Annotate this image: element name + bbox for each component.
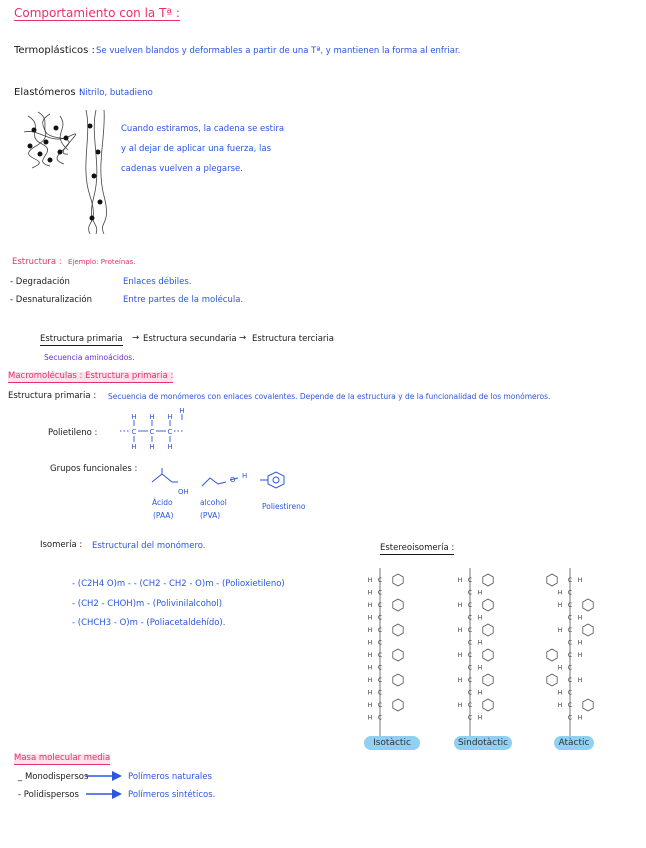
phenyl-ring [483,674,493,686]
phenyl-ring [483,574,493,586]
degradacion-term: - Degradación [10,277,70,287]
phenyl-ring [583,624,593,636]
chain-hydrogen: H [477,639,483,647]
chain-carbon: C [567,639,573,647]
isomeria-formula-1: - (C2H4 O)m - - (CH2 - CH2 - O)m - (Polioxietileno) [72,579,285,589]
chain-carbon: C [467,677,473,684]
desnaturalizacion-term: - Desnaturalización [10,295,93,305]
macro-text: Secuencia de monómeros con enlaces covalentes. Depende de la estructura y de la funcionalidad de los monómeros. [108,392,551,401]
chain-hydrogen: H [367,702,373,709]
poly-h1: H [131,413,137,421]
tacticity-diagram [360,568,620,740]
chain-carbon: C [567,677,573,684]
chain-arrow-1: → [132,333,140,343]
chain-hydrogen: H [457,677,463,684]
chain-arrow-2: → [239,333,247,343]
svg-text:H: H [242,472,248,480]
chain-hydrogen: H [477,589,483,597]
chain-carbon: C [467,614,473,622]
phenyl-ring [483,624,493,636]
phenyl-ring [393,599,403,611]
chain-carbon: C [377,677,383,684]
chain-hydrogen: H [457,652,463,659]
poly-h5: H [131,443,137,451]
phenyl-ring [483,649,493,661]
chain-carbon: C [567,689,573,697]
chain-hydrogen: H [577,714,583,722]
isomeria-formula-2: - (CH2 - CHOH)m - (Polivinilalcohol) [72,599,223,609]
chain-carbon: C [377,714,383,722]
chain-hydrogen: H [577,639,583,647]
phenyl-ring [583,599,593,611]
isomeria-formula-3: - (CHCH3 - O)m - (Poliacetaldehído). [72,618,226,628]
poly-h4: H [179,407,185,415]
phenyl-ring [547,674,557,686]
monodispersos-desc: Polímeros naturales [128,772,212,782]
macro-heading: Macromoléculas : Estructura primaria : [8,371,174,381]
estructura-terciaria: Estructura terciaria [252,334,334,344]
chain-hydrogen: H [557,627,563,634]
chain-carbon: C [377,577,383,584]
chain-hydrogen: H [367,602,373,609]
polietileno-structure [112,407,202,452]
chain-hydrogen: H [477,714,483,722]
chain-carbon: C [567,627,573,634]
chain-hydrogen: H [367,664,373,672]
chain-hydrogen: H [367,627,373,634]
estereo-label: Estereoisomería : [380,543,455,553]
poly-h2: H [149,413,155,421]
group-alcohol-name: alcohol [200,498,227,507]
svg-text:O: O [230,476,236,484]
phenyl-ring [583,699,593,711]
poly-c3: C [167,428,173,436]
caption-atactic: Atàctic [554,736,594,750]
phenyl-ring [393,699,403,711]
phenyl-ring [393,649,403,661]
estructura-label: Estructura : [12,257,62,267]
polidispersos-desc: Polímeros sintéticos. [128,790,216,800]
group-poliestireno-name: Poliestireno [262,502,306,511]
chain-carbon: C [467,664,473,672]
chain-carbon: C [467,652,473,659]
masa-heading: Masa molecular media [14,753,111,763]
chain-carbon: C [467,577,473,584]
poly-h7: H [167,443,173,451]
chain-carbon: C [377,639,383,647]
chain-hydrogen: H [367,639,373,647]
chain-hydrogen: H [477,664,483,672]
estructura-primaria: Estructura primaria [40,334,123,344]
chain-carbon: C [567,652,573,659]
chain-hydrogen: H [457,577,463,584]
macro-label: Estructura primaria : [8,391,97,401]
elasto-label: Elastómeros : [14,87,83,98]
chain-carbon: C [377,614,383,622]
chain-carbon: C [467,714,473,722]
chain-hydrogen: H [477,689,483,697]
chain-carbon: C [377,702,383,709]
poly-h6: H [149,443,155,451]
secuencia-aminoacidos: Secuencia aminoácidos. [44,353,135,362]
degradacion-desc: Enlaces débiles. [123,277,192,287]
chain-carbon: C [467,627,473,634]
chain-carbon: C [567,602,573,609]
caption-isotactic: Isotàctic [364,736,420,750]
chain-hydrogen: H [367,577,373,584]
chain-hydrogen: H [367,589,373,597]
phenyl-ring [483,599,493,611]
chain-carbon: C [467,689,473,697]
arrow-icon [84,789,124,799]
elasto-note-2: y al dejar de aplicar una fuerza, las [121,144,271,154]
elasto-note-3: cadenas vuelven a plegarse. [121,164,243,174]
chain-carbon: C [377,689,383,697]
elastomer-sketch [20,106,130,236]
chain-hydrogen: H [477,614,483,622]
desnaturalizacion-desc: Entre partes de la molécula. [123,295,244,305]
elasto-examples: Nitrilo, butadieno [79,88,153,98]
group-acid-abbr: (PAA) [153,511,174,520]
phenyl-ring [393,674,403,686]
poly-c2: C [149,428,155,436]
chain-carbon: C [377,627,383,634]
phenyl-ring [393,624,403,636]
chain-carbon: C [377,589,383,597]
estructura-secundaria: Estructura secundaria [143,334,237,344]
chain-carbon: C [467,702,473,709]
chain-hydrogen: H [557,589,563,597]
monodispersos-term: _ Monodispersos [18,772,89,782]
arrow-icon [84,771,124,781]
chain-carbon: C [567,714,573,722]
estructura-example: Ejemplo: Proteínas. [68,258,136,266]
phenyl-ring [393,574,403,586]
chain-hydrogen: H [457,702,463,709]
phenyl-ring [483,699,493,711]
phenyl-ring [547,649,557,661]
group-acid-name: Ácido [152,498,173,507]
chain-carbon: C [567,589,573,597]
chain-carbon: C [467,602,473,609]
page-title: Comportamiento con la Tª : [14,6,180,20]
group-alcohol-abbr: (PVA) [200,511,221,520]
termo-label: Termoplásticos : [14,45,95,56]
isomeria-text: Estructural del monómero. [92,541,206,551]
chain-hydrogen: H [367,677,373,684]
functional-groups-drawing [148,472,308,498]
chain-carbon: C [377,664,383,672]
chain-carbon: C [567,577,573,584]
chain-hydrogen: H [577,577,583,584]
chain-hydrogen: H [557,689,563,697]
chain-carbon: C [567,614,573,622]
elasto-note-1: Cuando estiramos, la cadena se estira [121,124,285,134]
chain-hydrogen: H [577,652,583,659]
chain-hydrogen: H [367,614,373,622]
chain-hydrogen: H [457,602,463,609]
caption-sindotactic: Sindotàctic [454,736,512,750]
polidispersos-term: - Polidispersos [18,790,79,800]
chain-carbon: C [377,652,383,659]
chain-carbon: C [377,602,383,609]
polietileno-label: Polietileno : [48,428,98,438]
chain-hydrogen: H [577,614,583,622]
poly-c1: C [131,428,137,436]
poly-h3: H [167,413,173,421]
chain-carbon: C [467,589,473,597]
chain-hydrogen: H [557,664,563,672]
svg-text:OH: OH [178,488,189,496]
phenyl-ring [547,574,557,586]
chain-carbon: C [467,639,473,647]
grupos-label: Grupos funcionales : [50,464,138,474]
chain-hydrogen: H [557,702,563,709]
chain-carbon: C [567,664,573,672]
termo-text: Se vuelven blandos y deformables a partir de una Tª, y mantienen la forma al enfriar. [96,46,461,56]
chain-carbon: C [567,702,573,709]
isomeria-label: Isomería : [40,540,83,550]
chain-hydrogen: H [367,689,373,697]
chain-hydrogen: H [577,677,583,684]
chain-hydrogen: H [557,602,563,609]
chain-hydrogen: H [367,652,373,659]
chain-hydrogen: H [457,627,463,634]
chain-hydrogen: H [367,714,373,722]
